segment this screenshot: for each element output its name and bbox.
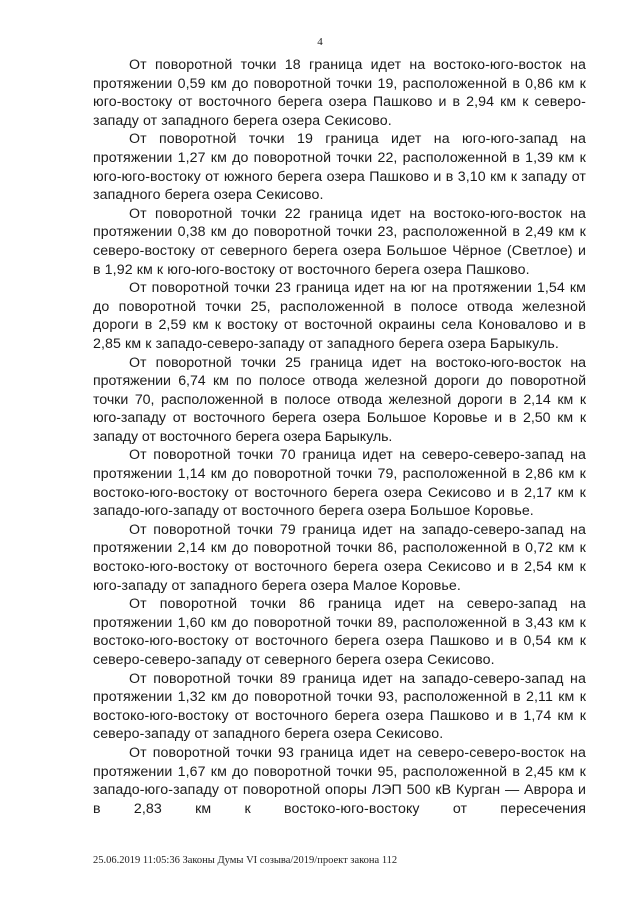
page-number: 4: [317, 36, 323, 48]
paragraph-point-89: От поворотной точки 89 граница идет на западо-северо-запад на протяжении 1,32 км до поворотной точки 93, расположенной в 2,11 км к востоко-юго-востоку от восточного берега озера Пашково и в 1,74 км к северо-западу от западного берега озера Секисово.: [93, 670, 586, 743]
paragraph-point-25: От поворотной точки 25 граница идет на востоко-юго-восток на протяжении 6,74 км по полосе отвода железной дороги до поворотной точки 70, расположенной в полосе отвода железной дороги в 2,14 км к юго-западу от восточного берега озера Большое Коровье и в 2,50 км к западу от восточного берега озера Барыкуль.: [93, 354, 586, 445]
paragraph-point-19: От поворотной точки 19 граница идет на юго-юго-запад на протяжении 1,27 км до поворотной точки 22, расположенной в 1,39 км к юго-юго-востоку от южного берега озера Пашково и в 3,10 км к западу от западного берега озера Секисово.: [93, 131, 586, 204]
paragraph-point-23: От поворотной точки 23 граница идет на юг на протяжении 1,54 км до поворотной точки 25, расположенной в полосе отвода железной дороги в 2,59 км к востоку от восточной окраины села Коновалово и в 2,85 км к западо-северо-западу от западного берега озера Барыкуль.: [93, 280, 586, 352]
paragraph-point-22: От поворотной точки 22 граница идет на востоко-юго-восток на протяжении 0,38 км до поворотной точки 23, расположенной в 2,49 км к северо-востоку от северного берега озера Большое Чёрное (Светлое) и в 1,92 км к юго-юго-востоку от восточного берега озера Пашково.: [93, 205, 586, 278]
paragraph-point-93: От поворотной точки 93 граница идет на северо-северо-восток на протяжении 1,67 км до поворотной точки 95, расположенной в 2,45 км к западо-юго-западу от поворотной опоры ЛЭП 500 кВ Курган — Аврора и в 2,83 км к востоко-юго-востоку от пересечения: [93, 744, 586, 817]
paragraph-point-18: От поворотной точки 18 граница идет на востоко-юго-восток на протяжении 0,59 км до поворотной точки 19, расположенной в 0,86 км к юго-востоку от восточного берега озера Пашково и в 2,94 км к северо-западу от западного берега озера Секисово.: [93, 57, 586, 129]
paragraph-point-79: От поворотной точки 79 граница идет на западо-северо-запад на протяжении 2,14 км до поворотной точки 86, расположенной в 0,72 км к востоко-юго-востоку от восточного берега озера Секисово и в 2,54 км к юго-западу от западного берега озера Малое Коровье.: [93, 521, 586, 594]
paragraph-point-86: От поворотной точки 86 граница идет на северо-запад на протяжении 1,60 км до поворотной точки 89, расположенной в 3,43 км к востоко-юго-востоку от восточного берега озера Пашково и в 0,54 км к северо-северо-западу от северного берега озера Секисово.: [93, 596, 586, 668]
paragraph-point-70: От поворотной точки 70 граница идет на северо-северо-запад на протяжении 1,14 км до поворотной точки 79, расположенной в 2,86 км к востоко-юго-востоку от восточного берега озера Секисово и в 2,17 км к западо-юго-западу от восточного берега озера Большое Коровье.: [93, 447, 586, 520]
document-body: [93, 56, 586, 818]
document-footer: 25.06.2019 11:05:36 Законы Думы VI созыва/2019/проект закона 112: [93, 855, 398, 866]
